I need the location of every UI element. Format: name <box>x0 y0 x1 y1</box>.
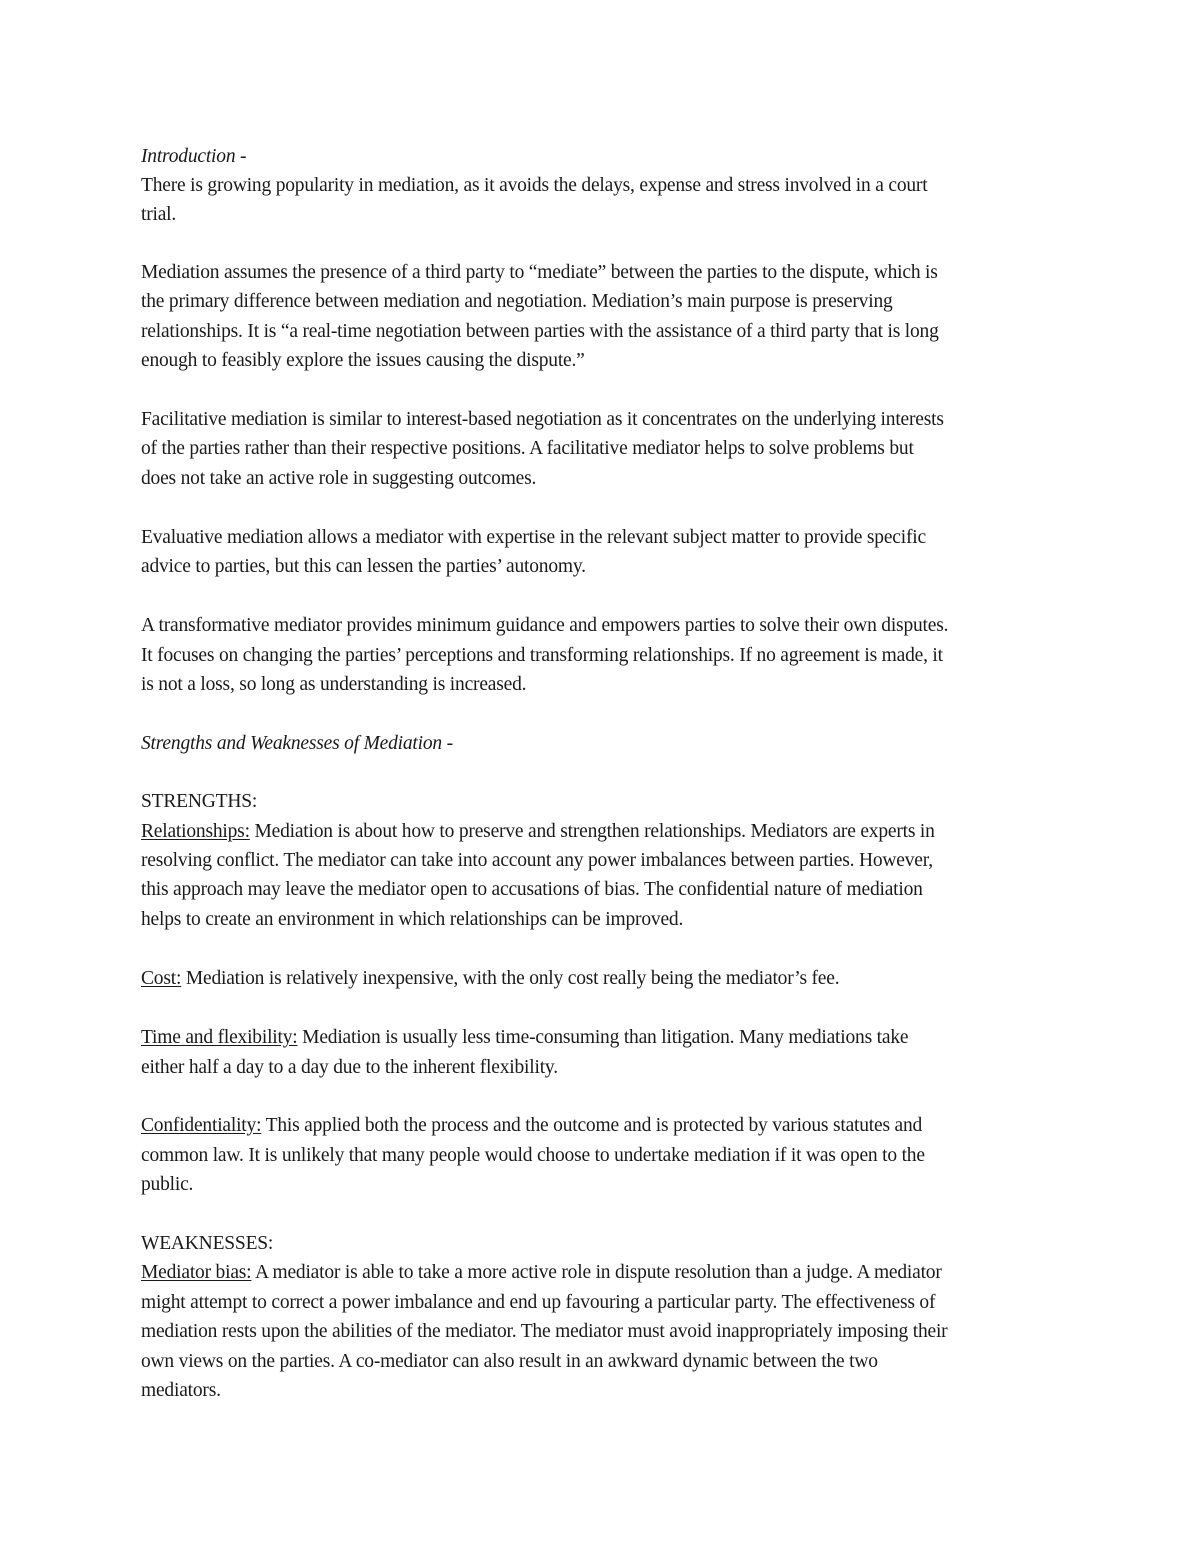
paragraph-text: Mediation is relatively inexpensive, with the only cost really being the mediator’s fee. <box>181 968 840 989</box>
paragraph-text: A mediator is able to take a more active role in dispute resolution than a judge. A mediator <box>251 1262 942 1283</box>
paragraph-text: Mediation is usually less time-consuming than litigation. Many mediations take <box>297 1027 909 1048</box>
paragraph-line: resolving conflict. The mediator can take into account any power imbalances between parties. However, <box>141 850 933 871</box>
time-flexibility-line <box>141 1026 908 1050</box>
paragraph-line: is not a loss, so long as understanding is increased. <box>141 674 527 695</box>
term-mediator-bias: Mediator bias: <box>141 1262 252 1283</box>
paragraph-line: relationships. It is “a real-time negotiation between parties with the assistance of a third party that is long <box>141 321 939 342</box>
cost-line <box>141 967 839 991</box>
strengths-label: STRENGTHS: <box>141 791 258 812</box>
paragraph-line: does not take an active role in suggesting outcomes. <box>141 468 537 489</box>
section-heading-introduction: Introduction - <box>141 146 247 167</box>
paragraph-line: Mediation assumes the presence of a third party to “mediate” between the parties to the dispute, which is <box>141 262 938 283</box>
paragraph-text: Mediation is about how to preserve and strengthen relationships. Mediators are experts in <box>249 821 935 842</box>
paragraph-line: mediators. <box>141 1380 221 1401</box>
paragraph-line: this approach may leave the mediator open to accusations of bias. The confidential nature of mediation <box>141 879 923 900</box>
weaknesses-label: WEAKNESSES: <box>141 1233 274 1254</box>
paragraph-line: helps to create an environment in which relationships can be improved. <box>141 909 684 930</box>
term-time-and-flexibility: Time and flexibility: <box>141 1027 298 1048</box>
paragraph-line: public. <box>141 1174 194 1195</box>
paragraph-line: It focuses on changing the parties’ perceptions and transforming relationships. If no agreement is made, it <box>141 645 943 666</box>
section-heading-strengths-weaknesses: Strengths and Weaknesses of Mediation - <box>141 733 453 754</box>
confidentiality-line <box>141 1114 922 1138</box>
paragraph-line: might attempt to correct a power imbalance and end up favouring a particular party. The effectiveness of <box>141 1292 936 1313</box>
paragraph-line: trial. <box>141 204 177 225</box>
relationships-line <box>141 820 935 844</box>
paragraph-line: Evaluative mediation allows a mediator with expertise in the relevant subject matter to provide specific <box>141 527 926 548</box>
paragraph-line: Facilitative mediation is similar to interest-based negotiation as it concentrates on the underlying interests <box>141 409 944 430</box>
paragraph-line: mediation rests upon the abilities of the mediator. The mediator must avoid inappropriately imposing their <box>141 1321 948 1342</box>
paragraph-line: advice to parties, but this can lessen the parties’ autonomy. <box>141 556 586 577</box>
paragraph-text: This applied both the process and the outcome and is protected by various statutes and <box>261 1115 923 1136</box>
mediator-bias-line <box>141 1261 942 1285</box>
term-cost: Cost: <box>141 968 182 989</box>
paragraph-line: There is growing popularity in mediation, as it avoids the delays, expense and stress involved in a court <box>141 175 928 196</box>
paragraph-line: the primary difference between mediation and negotiation. Mediation’s main purpose is preserving <box>141 291 893 312</box>
paragraph-line: own views on the parties. A co-mediator can also result in an awkward dynamic between the two <box>141 1351 878 1372</box>
paragraph-line: of the parties rather than their respective positions. A facilitative mediator helps to solve problems but <box>141 438 914 459</box>
term-confidentiality: Confidentiality: <box>141 1115 262 1136</box>
paragraph-line: A transformative mediator provides minimum guidance and empowers parties to solve their own disputes. <box>141 615 949 636</box>
paragraph-line: enough to feasibly explore the issues causing the dispute.” <box>141 350 585 371</box>
paragraph-line: either half a day to a day due to the inherent flexibility. <box>141 1057 558 1078</box>
term-relationships: Relationships: <box>141 821 250 842</box>
paragraph-line: common law. It is unlikely that many people would choose to undertake mediation if it was open to the <box>141 1145 925 1166</box>
